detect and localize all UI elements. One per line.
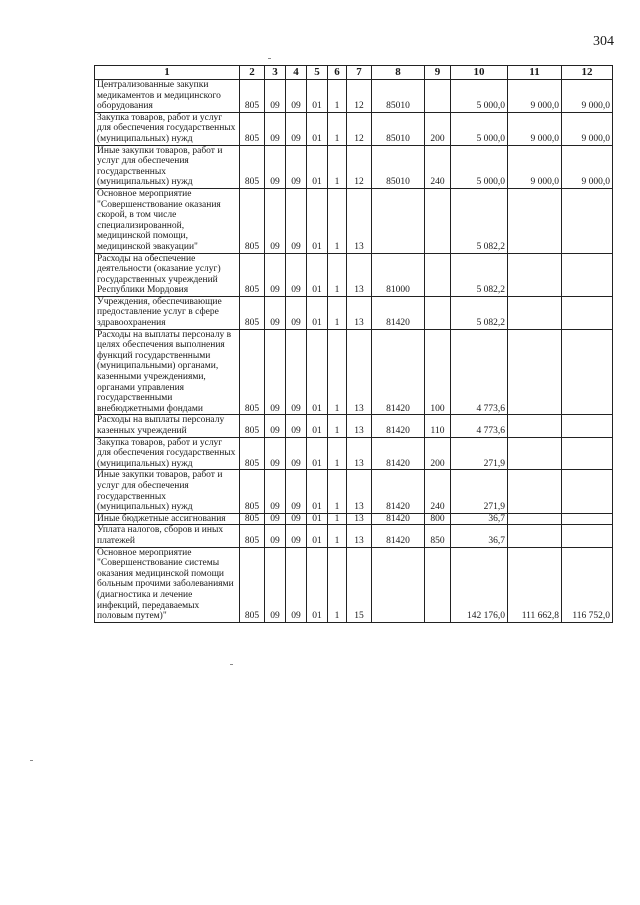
amount-year-1: 36,7: [451, 513, 508, 525]
section-code: 09: [265, 145, 286, 188]
column-header: 11: [508, 66, 562, 80]
row-name: Основное мероприятие "Совершенствование оказания скорой, в том числе специализированной, медицинской помощи, медицинской эвакуации": [95, 188, 240, 253]
table-row: [95, 296, 613, 329]
amount-year-1: 5 000,0: [451, 145, 508, 188]
ministry-code: 805: [240, 80, 265, 113]
amount-year-1: 36,7: [451, 525, 508, 547]
row-name: Уплата налогов, сборов и иных платежей: [95, 525, 240, 547]
expense-type-code: 100: [425, 329, 451, 415]
amount-year-1: 271,9: [451, 437, 508, 470]
program-code: 01: [307, 112, 328, 145]
scan-speck: [268, 58, 271, 59]
amount-year-2: [508, 296, 562, 329]
program-code: 01: [307, 329, 328, 415]
direction-code: 85010: [372, 145, 425, 188]
amount-year-2: [508, 513, 562, 525]
column-header: 3: [265, 66, 286, 80]
column-header: 5: [307, 66, 328, 80]
ministry-code: 805: [240, 470, 265, 513]
row-name: Расходы на выплаты персоналу казенных учреждений: [95, 415, 240, 437]
program-code: 01: [307, 145, 328, 188]
table-row: [95, 80, 613, 113]
subsection-code: 09: [286, 513, 307, 525]
direction-code: [372, 547, 425, 622]
section-code: 09: [265, 112, 286, 145]
amount-year-1: 5 000,0: [451, 80, 508, 113]
table-row: [95, 470, 613, 513]
section-code: 09: [265, 329, 286, 415]
ministry-code: 805: [240, 547, 265, 622]
main-activity-code: 12: [347, 80, 372, 113]
amount-year-2: [508, 437, 562, 470]
subsection-code: 09: [286, 547, 307, 622]
section-code: 09: [265, 253, 286, 296]
subsection-code: 09: [286, 112, 307, 145]
amount-year-2: 9 000,0: [508, 112, 562, 145]
table-row: [95, 547, 613, 622]
table-row: [95, 329, 613, 415]
table-row: [95, 112, 613, 145]
subprogram-code: 1: [328, 470, 347, 513]
subsection-code: 09: [286, 188, 307, 253]
subprogram-code: 1: [328, 80, 347, 113]
main-activity-code: 13: [347, 253, 372, 296]
expense-type-code: [425, 188, 451, 253]
table-row: [95, 513, 613, 525]
section-code: 09: [265, 415, 286, 437]
amount-year-3: [562, 437, 613, 470]
table-row: [95, 437, 613, 470]
amount-year-3: [562, 415, 613, 437]
amount-year-2: 9 000,0: [508, 80, 562, 113]
subprogram-code: 1: [328, 525, 347, 547]
subprogram-code: 1: [328, 329, 347, 415]
amount-year-3: 9 000,0: [562, 80, 613, 113]
amount-year-3: [562, 329, 613, 415]
amount-year-3: [562, 253, 613, 296]
amount-year-2: [508, 329, 562, 415]
scan-speck: [230, 664, 233, 665]
page-number: 304: [593, 34, 614, 49]
ministry-code: 805: [240, 296, 265, 329]
amount-year-2: [508, 525, 562, 547]
table-row: [95, 145, 613, 188]
expense-type-code: [425, 80, 451, 113]
subprogram-code: 1: [328, 415, 347, 437]
subprogram-code: 1: [328, 547, 347, 622]
main-activity-code: 13: [347, 188, 372, 253]
program-code: 01: [307, 296, 328, 329]
column-header: 9: [425, 66, 451, 80]
expense-type-code: 240: [425, 470, 451, 513]
table-row: [95, 525, 613, 547]
ministry-code: 805: [240, 513, 265, 525]
subprogram-code: 1: [328, 296, 347, 329]
column-header: 2: [240, 66, 265, 80]
column-header: 8: [372, 66, 425, 80]
subprogram-code: 1: [328, 253, 347, 296]
main-activity-code: 12: [347, 112, 372, 145]
section-code: 09: [265, 525, 286, 547]
program-code: 01: [307, 80, 328, 113]
table-row: [95, 253, 613, 296]
main-activity-code: 12: [347, 145, 372, 188]
amount-year-1: 5 082,2: [451, 253, 508, 296]
ministry-code: 805: [240, 415, 265, 437]
program-code: 01: [307, 437, 328, 470]
program-code: 01: [307, 415, 328, 437]
ministry-code: 805: [240, 329, 265, 415]
subsection-code: 09: [286, 437, 307, 470]
section-code: 09: [265, 296, 286, 329]
row-name: Расходы на выплаты персоналу в целях обеспечения выполнения функций государственными (муниципальными) органами, казенными учреждениями, органами управления государственными внебюджетными фондами: [95, 329, 240, 415]
amount-year-2: [508, 188, 562, 253]
subprogram-code: 1: [328, 145, 347, 188]
ministry-code: 805: [240, 145, 265, 188]
subsection-code: 09: [286, 145, 307, 188]
expense-type-code: 800: [425, 513, 451, 525]
amount-year-1: 5 082,2: [451, 188, 508, 253]
row-name: Учреждения, обеспечивающие предоставление услуг в сфере здравоохранения: [95, 296, 240, 329]
scan-speck: [30, 760, 33, 761]
row-name: Закупка товаров, работ и услуг для обеспечения государственных (муниципальных) нужд: [95, 112, 240, 145]
amount-year-2: 9 000,0: [508, 145, 562, 188]
section-code: 09: [265, 513, 286, 525]
main-activity-code: 13: [347, 525, 372, 547]
expense-type-code: 200: [425, 112, 451, 145]
amount-year-3: 116 752,0: [562, 547, 613, 622]
amount-year-3: [562, 525, 613, 547]
direction-code: 81420: [372, 525, 425, 547]
amount-year-3: [562, 188, 613, 253]
expense-type-code: 850: [425, 525, 451, 547]
column-header: 6: [328, 66, 347, 80]
direction-code: 81420: [372, 513, 425, 525]
row-name: Иные закупки товаров, работ и услуг для обеспечения государственных (муниципальных) нужд: [95, 470, 240, 513]
amount-year-2: [508, 253, 562, 296]
subsection-code: 09: [286, 415, 307, 437]
amount-year-3: [562, 513, 613, 525]
subprogram-code: 1: [328, 188, 347, 253]
amount-year-2: 111 662,8: [508, 547, 562, 622]
program-code: 01: [307, 547, 328, 622]
column-header: 7: [347, 66, 372, 80]
expense-type-code: 240: [425, 145, 451, 188]
row-name: Иные бюджетные ассигнования: [95, 513, 240, 525]
main-activity-code: 13: [347, 513, 372, 525]
main-activity-code: 13: [347, 470, 372, 513]
ministry-code: 805: [240, 437, 265, 470]
amount-year-1: 142 176,0: [451, 547, 508, 622]
program-code: 01: [307, 470, 328, 513]
subprogram-code: 1: [328, 112, 347, 145]
program-code: 01: [307, 253, 328, 296]
subsection-code: 09: [286, 80, 307, 113]
expense-type-code: [425, 547, 451, 622]
direction-code: 81000: [372, 253, 425, 296]
section-code: 09: [265, 470, 286, 513]
column-header: 10: [451, 66, 508, 80]
ministry-code: 805: [240, 525, 265, 547]
amount-year-1: 5 082,2: [451, 296, 508, 329]
column-header: 12: [562, 66, 613, 80]
row-name: Закупка товаров, работ и услуг для обеспечения государственных (муниципальных) нужд: [95, 437, 240, 470]
subsection-code: 09: [286, 470, 307, 513]
direction-code: 85010: [372, 80, 425, 113]
ministry-code: 805: [240, 112, 265, 145]
ministry-code: 805: [240, 253, 265, 296]
direction-code: 81420: [372, 470, 425, 513]
main-activity-code: 13: [347, 415, 372, 437]
expense-type-code: [425, 296, 451, 329]
section-code: 09: [265, 188, 286, 253]
subsection-code: 09: [286, 329, 307, 415]
program-code: 01: [307, 525, 328, 547]
direction-code: 81420: [372, 437, 425, 470]
program-code: 01: [307, 513, 328, 525]
section-code: 09: [265, 547, 286, 622]
main-activity-code: 13: [347, 329, 372, 415]
amount-year-2: [508, 415, 562, 437]
main-activity-code: 13: [347, 296, 372, 329]
expense-type-code: [425, 253, 451, 296]
amount-year-1: 4 773,6: [451, 329, 508, 415]
table-row: [95, 188, 613, 253]
expense-type-code: 200: [425, 437, 451, 470]
budget-table: [94, 65, 613, 623]
section-code: 09: [265, 437, 286, 470]
direction-code: 81420: [372, 296, 425, 329]
subsection-code: 09: [286, 296, 307, 329]
table-body: [95, 80, 613, 623]
main-activity-code: 15: [347, 547, 372, 622]
program-code: 01: [307, 188, 328, 253]
direction-code: 81420: [372, 329, 425, 415]
table-header-row: [95, 66, 613, 80]
direction-code: [372, 188, 425, 253]
column-header: 1: [95, 66, 240, 80]
amount-year-1: 4 773,6: [451, 415, 508, 437]
section-code: 09: [265, 80, 286, 113]
subsection-code: 09: [286, 253, 307, 296]
row-name: Расходы на обеспечение деятельности (оказание услуг) государственных учреждений Республики Мордовия: [95, 253, 240, 296]
amount-year-3: 9 000,0: [562, 145, 613, 188]
expense-type-code: 110: [425, 415, 451, 437]
row-name: Централизованные закупки медикаментов и медицинского оборудования: [95, 80, 240, 113]
direction-code: 85010: [372, 112, 425, 145]
amount-year-1: 5 000,0: [451, 112, 508, 145]
subprogram-code: 1: [328, 437, 347, 470]
amount-year-3: [562, 296, 613, 329]
amount-year-2: [508, 470, 562, 513]
table-row: [95, 415, 613, 437]
subprogram-code: 1: [328, 513, 347, 525]
column-header: 4: [286, 66, 307, 80]
row-name: Основное мероприятие "Совершенствование системы оказания медицинской помощи больным прочими заболеваниями (диагностика и лечение инфекций, передаваемых половым путем)": [95, 547, 240, 622]
direction-code: 81420: [372, 415, 425, 437]
row-name: Иные закупки товаров, работ и услуг для обеспечения государственных (муниципальных) нужд: [95, 145, 240, 188]
amount-year-3: 9 000,0: [562, 112, 613, 145]
amount-year-1: 271,9: [451, 470, 508, 513]
ministry-code: 805: [240, 188, 265, 253]
amount-year-3: [562, 470, 613, 513]
main-activity-code: 13: [347, 437, 372, 470]
subsection-code: 09: [286, 525, 307, 547]
